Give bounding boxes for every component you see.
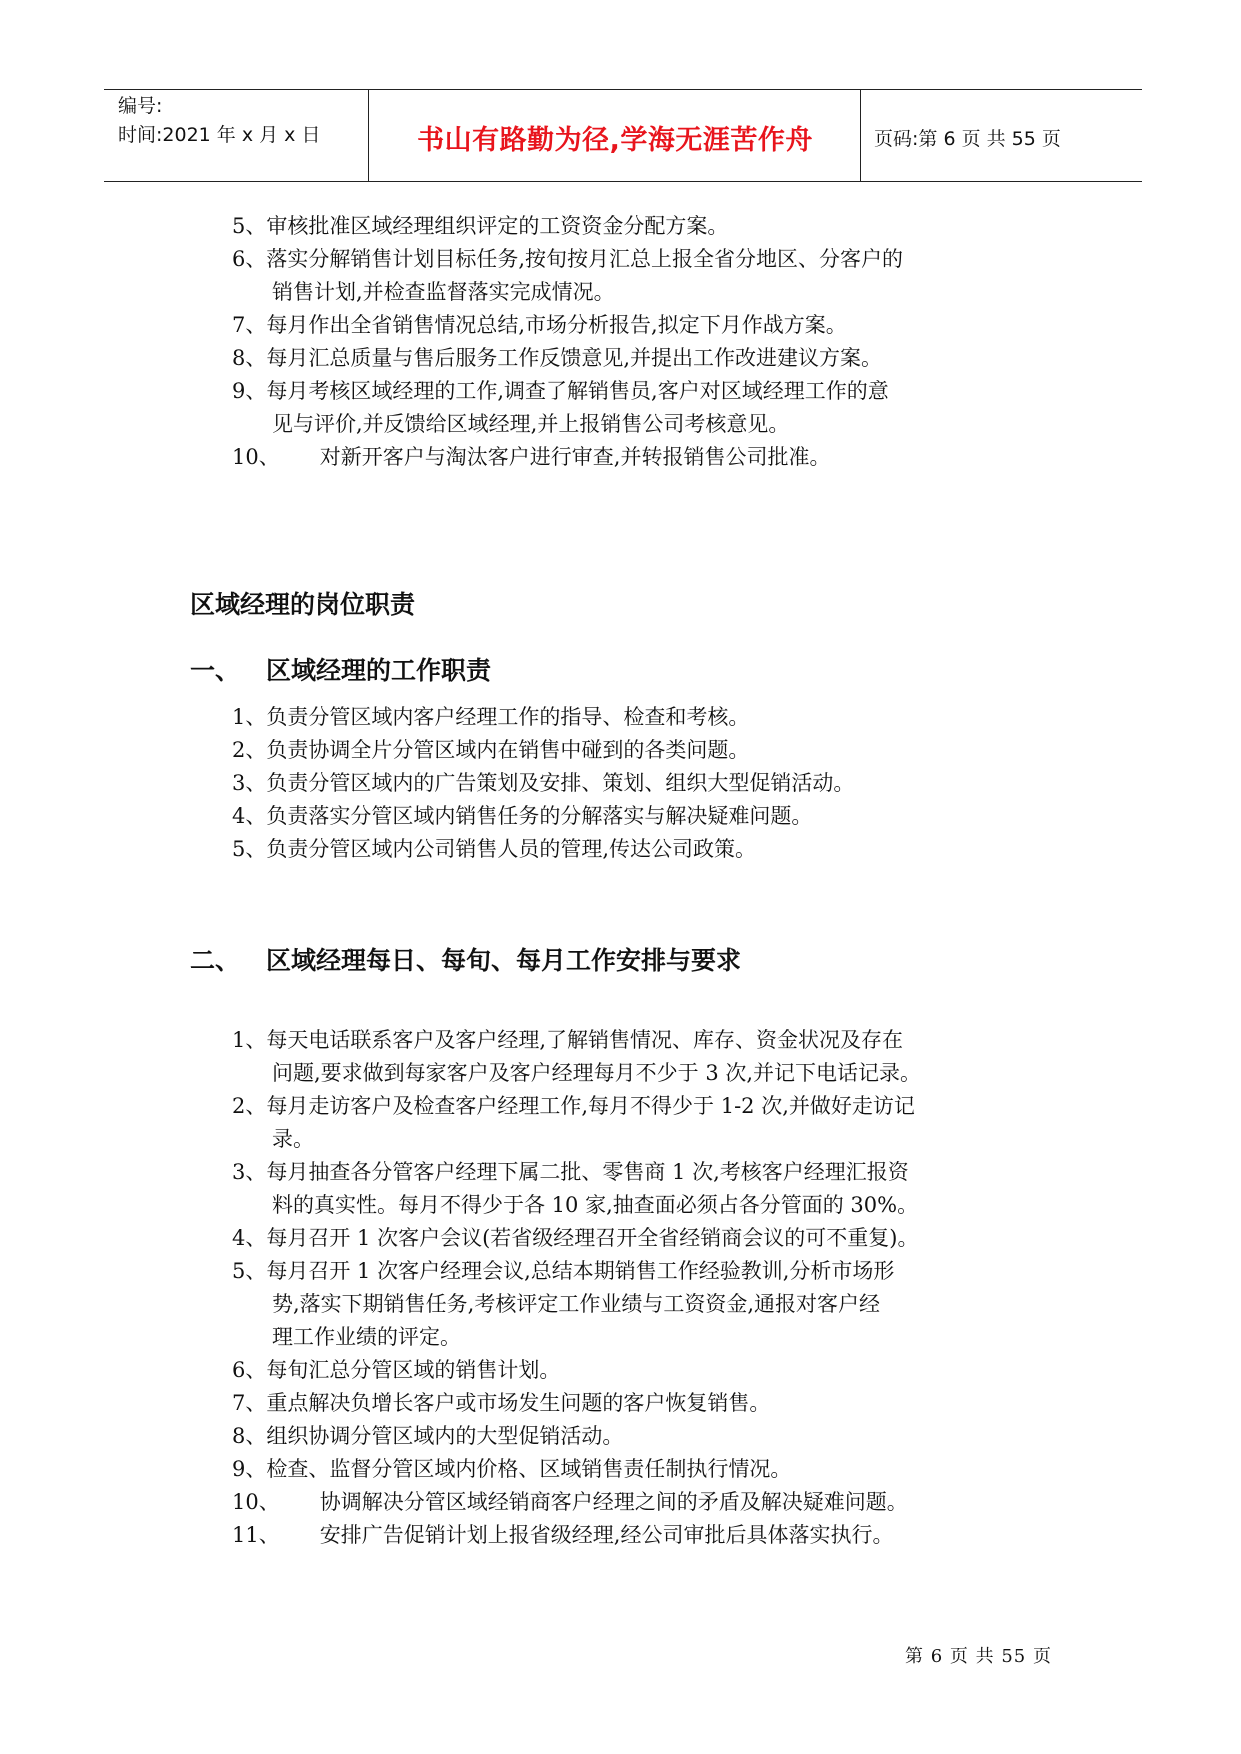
list-item-continuation: 问题,要求做到每家客户及客户经理每月不少于 3 次,并记下电话记录。 bbox=[272, 1061, 922, 1085]
list-item-continuation: 理工作业绩的评定。 bbox=[272, 1325, 461, 1349]
list-item: 10、 协调解决分管区域经销商客户经理之间的矛盾及解决疑难问题。 bbox=[232, 1490, 908, 1514]
number-label: 编号: bbox=[118, 95, 163, 117]
list-item: 10、 对新开客户与淘汰客户进行审查,并转报销售公司批准。 bbox=[232, 445, 831, 469]
list-item: 1、每天电话联系客户及客户经理,了解销售情况、库存、资金状况及存在 bbox=[232, 1028, 904, 1052]
list-item: 2、负责协调全片分管区域内在销售中碰到的各类问题。 bbox=[232, 738, 750, 762]
list-item: 7、重点解决负增长客户或市场发生问题的客户恢复销售。 bbox=[232, 1391, 771, 1415]
section-title: 区域经理每日、每旬、每月工作安排与要求 bbox=[266, 946, 742, 975]
list-item: 3、负责分管区域内的广告策划及安排、策划、组织大型促销活动。 bbox=[232, 771, 855, 795]
list-item: 1、负责分管区域内客户经理工作的指导、检查和考核。 bbox=[232, 705, 750, 729]
list-item: 9、检查、监督分管区域内价格、区域销售责任制执行情况。 bbox=[232, 1457, 792, 1481]
header-page-label: 页码:第 6 页 共 55 页 bbox=[874, 128, 1061, 150]
header-meta bbox=[118, 92, 320, 150]
list-item: 4、每月召开 1 次客户会议(若省级经理召开全省经销商会议的可不重复)。 bbox=[232, 1226, 919, 1250]
list-item-continuation: 销售计划,并检查监督落实完成情况。 bbox=[272, 280, 615, 304]
list-item: 4、负责落实分管区域内销售任务的分解落实与解决疑难问题。 bbox=[232, 804, 813, 828]
list-item: 5、审核批准区域经理组织评定的工资资金分配方案。 bbox=[232, 214, 729, 238]
page-footer: 第 6 页 共 55 页 bbox=[905, 1646, 1052, 1667]
header-slogan: 书山有路勤为径,学海无涯苦作舟 bbox=[417, 125, 813, 156]
list-item: 6、落实分解销售计划目标任务,按旬按月汇总上报全省分地区、分客户的 bbox=[232, 247, 904, 271]
list-item: 5、每月召开 1 次客户经理会议,总结本期销售工作经验教训,分析市场形 bbox=[232, 1259, 895, 1283]
header-top-rule bbox=[104, 89, 1142, 90]
section-heading bbox=[190, 651, 491, 687]
list-item: 8、每月汇总质量与售后服务工作反馈意见,并提出工作改进建议方案。 bbox=[232, 346, 883, 370]
list-item: 11、 安排广告促销计划上报省级经理,经公司审批后具体落实执行。 bbox=[232, 1523, 894, 1547]
list-item: 5、负责分管区域内公司销售人员的管理,传达公司政策。 bbox=[232, 837, 757, 861]
list-item: 8、组织协调分管区域内的大型促销活动。 bbox=[232, 1424, 624, 1448]
section-number: 一、 bbox=[190, 656, 241, 685]
list-item-continuation: 见与评价,并反馈给区域经理,并上报销售公司考核意见。 bbox=[272, 412, 790, 436]
list-item: 3、每月抽查各分管客户经理下属二批、零售商 1 次,考核客户经理汇报资 bbox=[232, 1160, 909, 1184]
section-title: 区域经理的工作职责 bbox=[266, 656, 492, 685]
list-item-continuation: 势,落实下期销售任务,考核评定工作业绩与工资资金,通报对客户经 bbox=[272, 1292, 881, 1316]
time-label: 时间:2021 年 x 月 x 日 bbox=[118, 124, 321, 146]
list-item: 6、每旬汇总分管区域的销售计划。 bbox=[232, 1358, 561, 1382]
header-divider-right bbox=[860, 89, 861, 181]
list-item: 2、每月走访客户及检查客户经理工作,每月不得少于 1-2 次,并做好走访记 bbox=[232, 1094, 915, 1118]
section-number: 二、 bbox=[190, 946, 241, 975]
list-item-continuation: 录。 bbox=[272, 1127, 314, 1151]
list-item-continuation: 料的真实性。每月不得少于各 10 家,抽查面必须占各分管面的 30%。 bbox=[272, 1193, 919, 1217]
header-divider-left bbox=[368, 89, 369, 181]
header-bottom-rule bbox=[104, 181, 1142, 182]
list-item: 9、每月考核区域经理的工作,调查了解销售员,客户对区域经理工作的意 bbox=[232, 379, 889, 403]
page-title: 区域经理的岗位职责 bbox=[190, 590, 416, 619]
section-heading bbox=[190, 941, 741, 977]
list-item: 7、每月作出全省销售情况总结,市场分析报告,拟定下月作战方案。 bbox=[232, 313, 847, 337]
